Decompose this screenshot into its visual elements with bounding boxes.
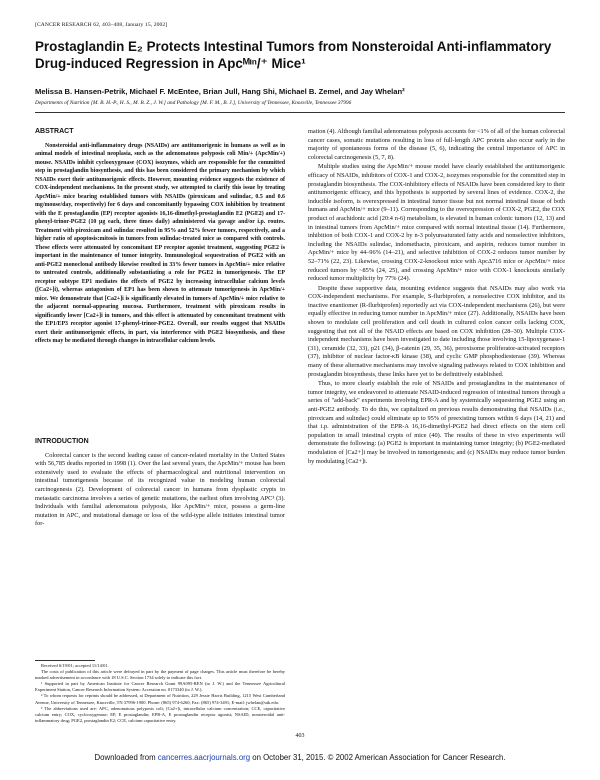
footnote-received: Received 6/19/01; accepted 11/14/01. bbox=[41, 663, 109, 668]
footnote-divider bbox=[35, 660, 95, 661]
paragraph: mation (4). Although familial adenomatous polyposis accounts for <1% of all of the human colorectal cancer cases, somatic mutations resulting in loss of full-length APC protein also occur early in the majority of spontaneous forms of the disease (5, 6), indicating the central importance of APC in colorectal carcinogenesis (5, 7, 8). bbox=[308, 128, 565, 161]
journal-site-link[interactable]: cancerres.aacrjournals.org bbox=[157, 753, 251, 762]
footnote-abbreviations: ³ The abbreviations used are: APC, adenomatous polyposis coli; [Ca2+]i, intracellular calcium concentration; CCE, capacitative calcium entry; COX, cyclooxygenase; EP, E prostaglandin; EPR-A, E prostaglandin receptor agonist; NSAID, nonsteroidal anti-inflammatory drug; PGE2, prostaglandin E2; CCE, calcium capacitative entry. bbox=[35, 705, 285, 723]
footnote-support: ¹ Supported in part by American Institute for Cancer Research Grant 99A095-REN (to J. W.) and the Tennessee Agricultural Experiment Station, Cancer Research Information System: Accession no. 0173340 (to J. W.). bbox=[35, 681, 285, 693]
paragraph: Thus, to more clearly establish the role of NSAIDs and prostaglandins in the maintenance of tumor integrity, we endeavored to attenuate NSAID-induced regression of intestinal tumors through a series of "add-back" experiments involving EPR-A and by systemically sequestering PGE2 using an anti-PGE2 antibody. To do this, we capitalized on previous results demonstrating that NSAIDs (i.e., piroxicam and sulindac) could eliminate up to 95% of preexisting tumors within 6 days (14, 21) and that i.p. administration of the EPR-A 16,16-dimethyl-PGE2 had direct effects on the stem cell population in small intestinal crypts of mice (40). The results of these in vivo experiments will demonstrate the following: (a) PGE2 is important in maintaining tumor integrity; (b) PGE2-mediated modulation of [Ca2+]i may be involved in tumorigenesis; and (c) NSAIDs may reduce tumor burden by modulating [Ca2+]i. bbox=[308, 380, 565, 465]
download-notice bbox=[0, 753, 600, 763]
footnote-reprints: ² To whom requests for reprints should be addressed, at Department of Nutrition, 229 Jessie Harris Building, 1215 West Cumberland Avenue, University of Tennessee, Knoxville, TN 37996-1900. Phone: (865) 974-6260; Fax: (865) 974-3491; E-mail: jwhelan@utk.edu. bbox=[35, 693, 285, 705]
introduction-heading: INTRODUCTION bbox=[35, 438, 89, 445]
journal-citation: [CANCER RESEARCH 62, 403–408, January 15, 2002] bbox=[35, 22, 168, 28]
introduction-section bbox=[35, 438, 285, 530]
footnote-costs: The costs of publication of this article were defrayed in part by the payment of page charges. This article must therefore be hereby marked advertisement in accordance with 18 U.S.C. Section 1734 solely to indicate this fact. bbox=[35, 669, 285, 681]
author-list: Melissa B. Hansen-Petrik, Michael F. McEntee, Brian Jull, Hang Shi, Michael B. Zemel, and Jay Whelan² bbox=[35, 87, 405, 96]
download-suffix: on October 31, 2015. © 2002 American Association for Cancer Research. bbox=[250, 753, 506, 762]
download-prefix: Downloaded from bbox=[94, 753, 158, 762]
right-column bbox=[308, 128, 565, 467]
paragraph: Multiple studies using the ApcMin/+ mouse model have clearly established the antitumorigenic efficacy of NSAIDs, inhibitors of COX-1 and COX-2, isozymes responsible for the committed step in prostaglandin biosynthesis. The COX-inhibitory effects of NSAIDs have been considered key to their antitumorigenic efficacy, and this hypothesis is supported by several lines of evidence. COX-2, the inducible isoform, is overexpressed in intestinal tumor tissue but not normal intestinal tissue of both humans and ApcMin/+ mice (9–11). Corresponding to the overexpression of COX-2, PGE2, the COX product of arachidonic acid (20:4 n-6) metabolism, is elevated in human colonic tumors (12, 13) and in intestinal tumors from ApcMin/+ mice compared with normal intestinal tissue (14). Furthermore, inhibition of both COX-1 and COX-2 by n-3 polyunsaturated fatty acids and nonselective inhibitors, including the NSAIDs sulindac, indomethacin, piroxicam, and aspirin, reduces tumor number in ApcMin/+ mice by 44–96% (14–21), and selective inhibition of COX-2 reduces tumor number by 52–71% (22, 23). Likewise, crossing COX-2-knockout mice with ApcΔ716 mice or ApcMin/+ mice reduced tumors by ~85% (24, 25), and crossing ApcMin/+ mice with COX-1 knockouts similarly reduced tumor multiplicity by 77% (24). bbox=[308, 163, 565, 283]
page-number: 403 bbox=[295, 733, 305, 739]
article-title: Prostaglandin E₂ Protects Intestinal Tumors from Nonsteroidal Anti-inflammatory Drug-induced Regression in Apcᴹᶦⁿ/⁺ Mice¹ bbox=[35, 39, 552, 71]
header-divider bbox=[35, 112, 565, 113]
abstract-heading: ABSTRACT bbox=[35, 128, 74, 135]
introduction-text: Colorectal cancer is the second leading cause of cancer-related mortality in the United States with 56,785 deaths reported in 1998 (1). Over the last several years, the ApcMin/+ mouse has been extensively used to evaluate the effects of pharmacological and nutritional intervention on intestinal tumorigenesis because of its recognized value in modeling human colorectal carcinogenesis (2). Development of colorectal cancer in humans from dysplastic crypts to metastatic carcinoma involves a series of genetic mutations, the earliest often involving APC³ (3). Individuals with familial adenomatous polyposis, like ApcMin/+ mice, possess a germ-line mutation in APC, and mutational damage or loss of the wild-type allele initiates intestinal tumor for- bbox=[35, 451, 285, 528]
abstract-text: Nonsteroidal anti-inflammatory drugs (NSAIDs) are antitumorigenic in humans as well as in animal models of intestinal neoplasia, such as the adenomatous polyposis coli Min/+ (ApcMin/+) mouse. NSAIDs inhibit cyclooxygenase (COX) isozymes, which are responsible for the committed step in prostaglandin biosynthesis, and this has been considered the primary mechanism by which NSAIDs exert their antitumorigenic effects. However, mounting evidence suggests the existence of COX-independent mechanisms. In the present study, we attempted to clarify this issue by treating ApcMin/+ mice bearing established tumors with NSAIDs (piroxicam and sulindac, 0.5 and 0.6 mg/mouse/day, respectively) for 6 days and concomitantly bypassing COX inhibition by treatment with the E prostaglandin (EP) receptor agonists 16,16-dimethyl-prostaglandin E2 (PGE2) and 17-phenyl-trinor-PGE2 (10 μg each, three times daily) administered via gavage and/or i.p. routes. Treatment with piroxicam and sulindac resulted in 95% and 52% fewer tumors, respectively, and a higher ratio of apoptosis:mitosis in tumors from sulindac-treated mice as compared with controls. These effects were attenuated by concomitant EP receptor agonist treatment, suggesting PGE2 is important in the maintenance of tumor integrity. Immunological sequestration of PGE2 with an anti-PGE2 monoclonal antibody likewise resulted in 33% fewer tumors in ApcMin/+ mice relative to untreated controls, additionally substantiating a role for PGE2 in tumorigenesis. The EP receptor subtype EP1 mediates the effects of PGE2 by increasing intracellular calcium levels ([Ca2+]i), whereas antagonism of EP1 has been shown to attenuate tumorigenesis in ApcMin/+ mice. We demonstrate that [Ca2+]i is significantly elevated in tumors of ApcMin/+ mice relative to the adjacent normal-appearing mucosa. Furthermore, treatment with piroxicam results in significantly lower [Ca2+]i in tumors, and this effect is attenuated by concomitant treatment with the EP1/EP3 receptor agonist 17-phenyl-trinor-PGE2. Overall, our results suggest that NSAIDs exert their antitumorigenic effects, in part, via interference with PGE2 biosynthesis, and these effects may be mediated through changes in intracellular calcium levels. bbox=[35, 142, 285, 345]
affiliation: Departments of Nutrition [M. B. H.-P., H. S., M. B. Z., J. W.] and Pathology [M. F. M., B. J.], University of Tennessee, Knoxville, Tennessee 37996 bbox=[35, 100, 352, 106]
abstract-section bbox=[35, 128, 285, 347]
paragraph: Despite these supportive data, mounting evidence suggests that NSAIDs may also work via COX-independent mechanisms. For example, S-flurbiprofen, a nonselective COX inhibitor, and its inactive enantiomer (R-flurbiprofen) reportedly act via COX-independent mechanisms (26), but were equally effective in reducing tumor number in ApcMin/+ mice (27). Additionally, NSAIDs have been shown to modulate cell proliferation and cell death in cultured colon cancer cells lacking COX, suggesting that not all of the NSAID effects are based on COX inhibition (28–30). Multiple COX-independent mechanisms have been investigated to date including those involving 15-lipoxygenase-1 (31), ceramide (32, 33), p21 (34), β-catenin (29, 35, 36), peroxisome proliferator-activated receptors (37), inhibitor of nuclear factor-κB kinase (38), and cyclic GMP phosphodiesterase (39). Whereas many of these alternative mechanisms may involve signaling pathways related to COX inhibition and prostaglandin biosynthesis, these links have yet to be definitively established. bbox=[308, 284, 565, 378]
footnotes bbox=[35, 663, 285, 724]
